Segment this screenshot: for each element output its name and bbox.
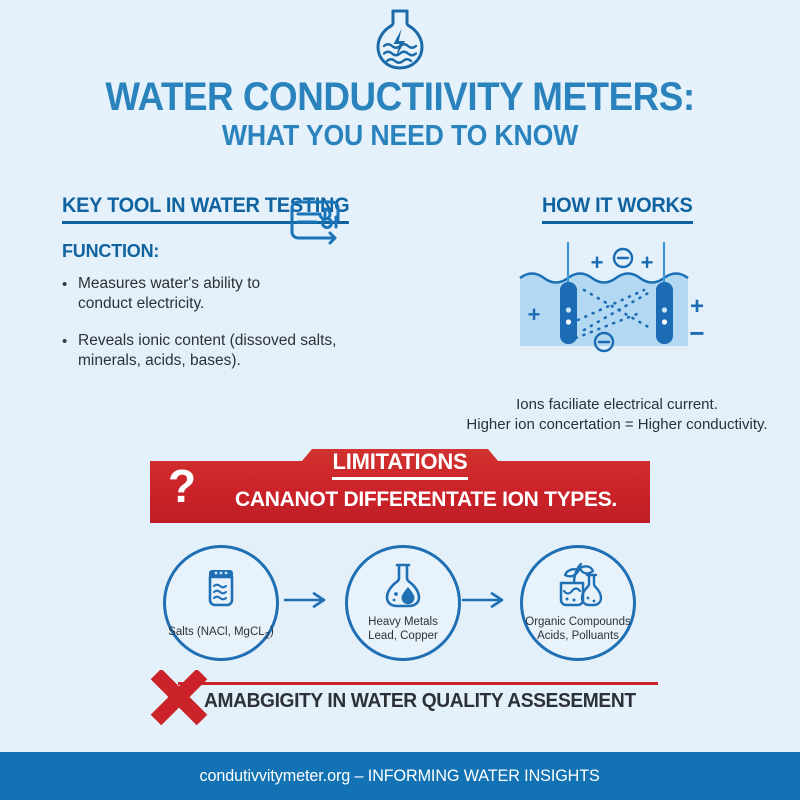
chain-item-salts	[163, 545, 279, 661]
key-tool-section	[62, 194, 452, 388]
substance-chain	[160, 543, 640, 661]
limitations-banner	[146, 441, 654, 531]
conclusion-row	[148, 668, 658, 730]
red-divider-line	[178, 682, 658, 685]
chain-label-tail: )	[269, 626, 274, 639]
key-tool-heading: KEY TOOL IN WATER TESTING	[62, 194, 349, 224]
question-mark-icon: ?	[168, 460, 197, 512]
function-label: FUNCTION:	[62, 241, 160, 261]
bullet-text: Reveals ionic content (dissoved salts, minerals, acids, bases).	[78, 332, 337, 369]
title-block	[0, 76, 800, 153]
limitations-tab-text: LIMITATIONS	[332, 449, 467, 480]
chain-item-organic	[520, 545, 636, 661]
chain-icon-wrap	[348, 561, 458, 614]
x-mark-wrap	[148, 670, 210, 733]
conductivity-meter-icon	[290, 198, 346, 250]
chain-label	[334, 616, 472, 643]
caption-line-2: Higher ion concertation = Higher conductivity.	[466, 416, 768, 433]
chain-label-line-1: Organic Compounds	[525, 616, 631, 628]
chain-label-line-2: Lead, Copper	[368, 629, 438, 642]
right-arrow-icon	[283, 591, 329, 609]
beaker-plant-icon	[552, 561, 604, 609]
minus-ion-top	[614, 249, 632, 267]
function-bullet-list	[62, 274, 452, 371]
chain-icon-wrap	[166, 561, 276, 616]
chain-arrow-2	[461, 591, 507, 614]
chain-label-line-1: Heavy Metals	[368, 616, 438, 628]
chain-item-heavy-metals	[345, 545, 461, 661]
page-title: WATER CONDUCTIIVITY METERS:	[105, 75, 695, 119]
footer-bar	[0, 752, 800, 800]
how-it-works-section	[452, 194, 782, 435]
salt-shaker-icon	[200, 561, 242, 611]
conclusion-text: AMABGIGITY IN WATER QUALITY ASSESEMENT	[204, 690, 636, 712]
plus-left-label: +	[527, 302, 541, 327]
limitations-main-text: CANANOT DIFFERENTATE ION TYPES.	[235, 488, 617, 511]
right-arrow-icon	[461, 591, 507, 609]
how-it-works-heading: HOW IT WORKS	[542, 194, 693, 224]
chain-label-text: Salts (NACl, MgCL	[168, 626, 265, 639]
red-x-icon	[148, 670, 210, 728]
meter-icon-wrap	[290, 198, 346, 255]
plus-top-left-label: +	[590, 250, 604, 275]
flask-droplet-icon	[381, 561, 425, 609]
how-it-works-caption	[452, 395, 782, 435]
chain-label-line-2: Acids, Polluants	[537, 629, 619, 642]
bullet-text: Measures water's ability to conduct electricity.	[78, 275, 261, 312]
list-item	[62, 331, 452, 371]
page-subtitle: WHAT YOU NEED TO KNOW	[221, 120, 579, 152]
bullet-marker: •	[62, 276, 68, 293]
chain-icon-wrap	[523, 561, 633, 614]
chain-arrow-1	[283, 591, 329, 614]
minus-right-label: −	[689, 318, 705, 348]
chain-label	[152, 626, 290, 643]
limitations-tab-label	[146, 449, 654, 480]
electrolysis-tank-diagram	[492, 242, 742, 382]
water-waves-icon	[384, 44, 416, 63]
chain-label	[509, 616, 647, 643]
bullet-marker: •	[62, 333, 68, 350]
plus-top-right-label: +	[640, 250, 654, 275]
footer-text: condutivvitymeter.org – INFORMING WATER INSIGHTS	[199, 766, 601, 785]
probe-left	[560, 282, 577, 344]
flask-lightning-water-icon	[364, 4, 436, 76]
plus-right-label: +	[689, 293, 705, 320]
diagram-wrap	[452, 242, 782, 387]
caption-line-1: Ions faciliate electrical current.	[516, 396, 718, 413]
list-item	[62, 274, 452, 314]
probe-right	[656, 282, 673, 344]
chain-label-subscript: 2	[264, 630, 270, 642]
header-logo	[0, 4, 800, 81]
